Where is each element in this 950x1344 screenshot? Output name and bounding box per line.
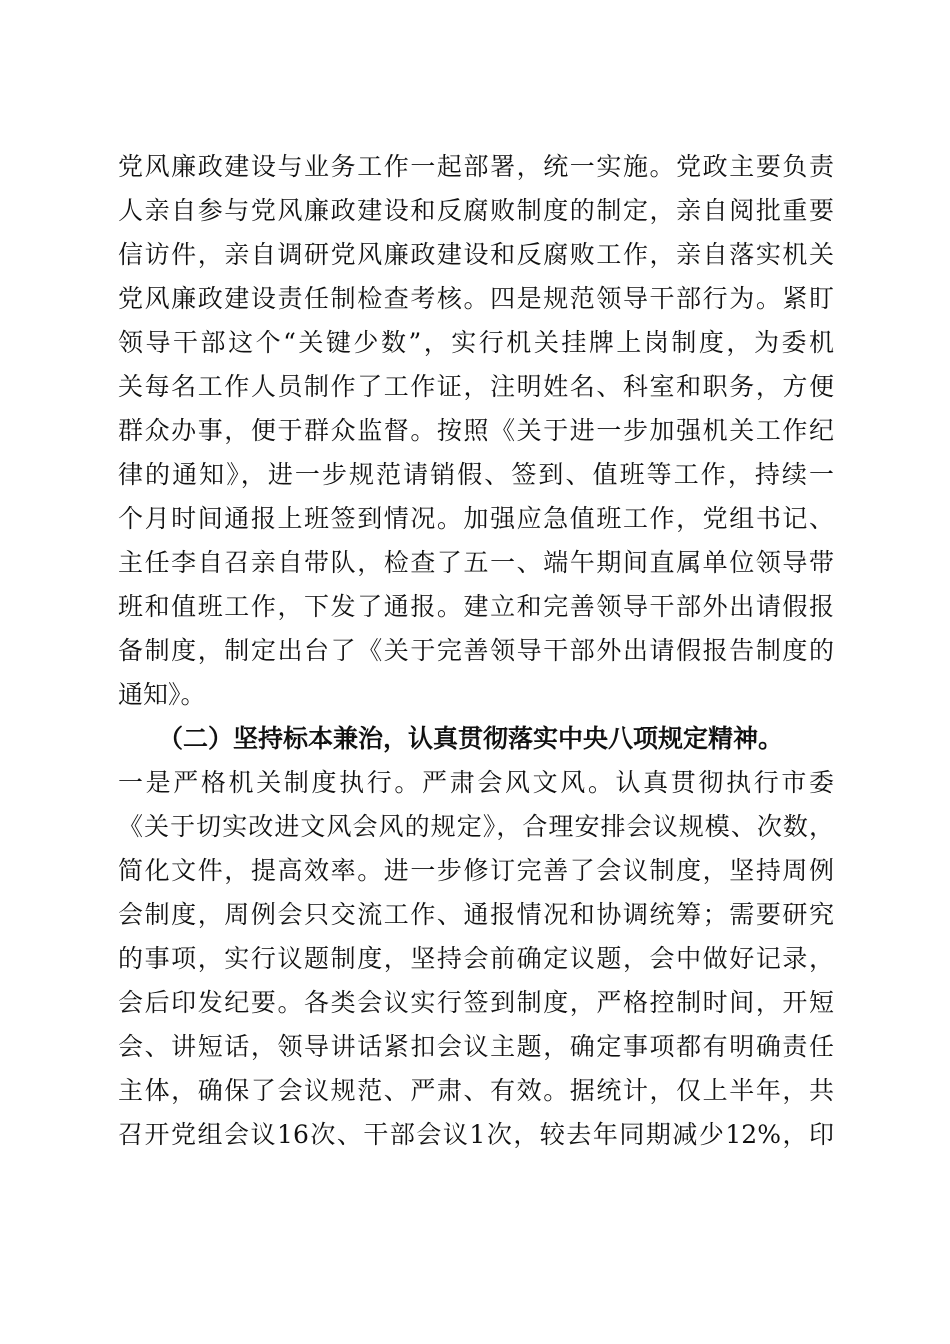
text-line-3: 信访件，亲自调研党风廉政建设和反腐败工作，亲自落实机关 <box>118 240 834 269</box>
text-line-21: 会、讲短话，领导讲话紧扣会议主题，确定事项都有明确责任 <box>118 1032 834 1061</box>
text-line-12: 备制度，制定出台了《关于完善领导干部外出请假报告制度的 <box>118 636 834 665</box>
text-line-22: 主体，确保了会议规范、严肃、有效。据统计，仅上半年，共 <box>118 1076 834 1105</box>
text-line-13: 通知》。 <box>118 680 206 709</box>
text-line-19: 的事项，实行议题制度，坚持会前确定议题，会中做好记录， <box>118 944 834 973</box>
text-line-17: 简化文件，提高效率。进一步修订完善了会议制度，坚持周例 <box>118 856 834 885</box>
text-line-16: 《关于切实改进文风会风的规定》，合理安排会议规模、次数， <box>118 812 834 841</box>
section-heading: （二）坚持标本兼治，认真贯彻落实中央八项规定精神。 <box>158 724 784 753</box>
text-line-6: 关每名工作人员制作了工作证，注明姓名、科室和职务，方便 <box>118 372 834 401</box>
text-line-20: 会后印发纪要。各类会议实行签到制度，严格控制时间，开短 <box>118 988 834 1017</box>
text-line-2: 人亲自参与党风廉政建设和反腐败制度的制定，亲自阅批重要 <box>118 196 834 225</box>
text-line-1: 党风廉政建设与业务工作一起部署，统一实施。党政主要负责 <box>118 152 834 181</box>
text-line-18: 会制度，周例会只交流工作、通报情况和协调统筹；需要研究 <box>118 900 834 929</box>
text-line-5: 领导干部这个“关键少数”，实行机关挂牌上岗制度，为委机 <box>118 328 834 357</box>
text-line-8: 律的通知》，进一步规范请销假、签到、值班等工作，持续一 <box>118 460 834 489</box>
text-line-10: 主任李自召亲自带队，检查了五一、端午期间直属单位领导带 <box>118 548 834 577</box>
text-line-23: 召开党组会议16次、干部会议1次，较去年同期减少12%，印 <box>118 1120 834 1149</box>
text-line-9: 个月时间通报上班签到情况。加强应急值班工作，党组书记、 <box>118 504 834 533</box>
text-line-11: 班和值班工作，下发了通报。建立和完善领导干部外出请假报 <box>118 592 834 621</box>
text-line-4: 党风廉政建设责任制检查考核。四是规范领导干部行为。紧盯 <box>118 284 834 313</box>
text-line-7: 群众办事，便于群众监督。按照《关于进一步加强机关工作纪 <box>118 416 834 445</box>
text-line-15: 一是严格机关制度执行。严肃会风文风。认真贯彻执行市委 <box>118 768 834 797</box>
